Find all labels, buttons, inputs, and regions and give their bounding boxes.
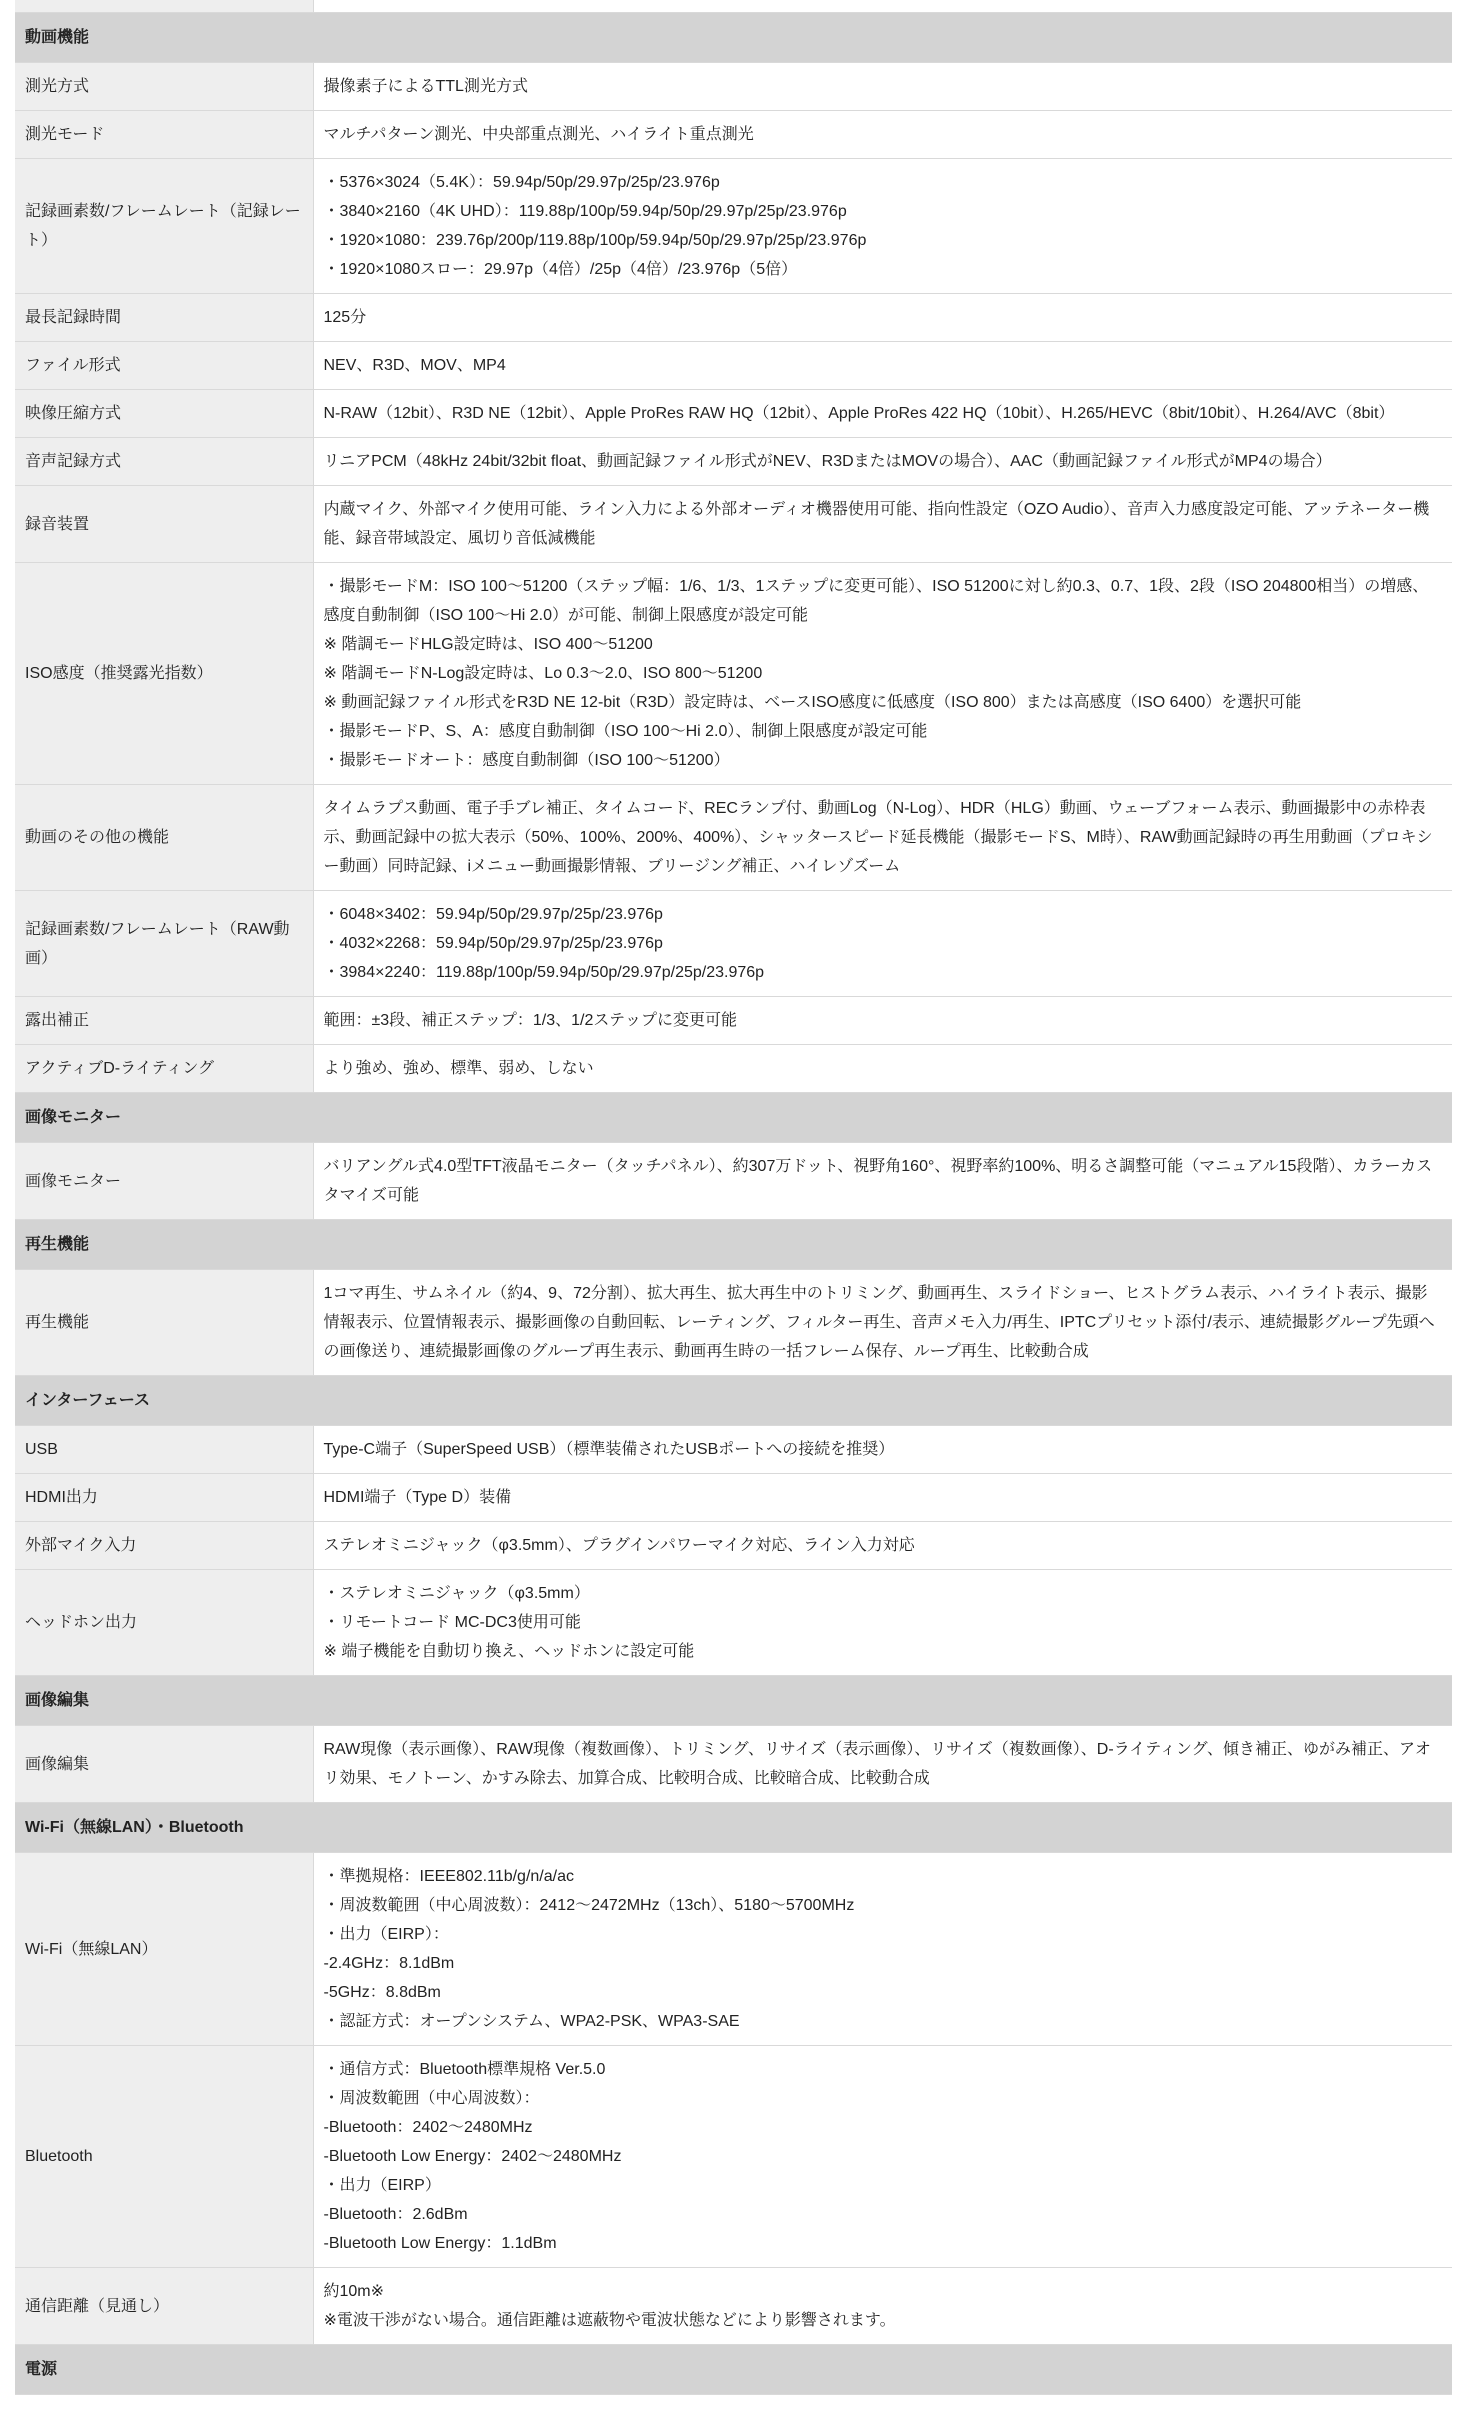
spec-value (313, 63, 1452, 111)
spec-value (313, 1570, 1452, 1676)
section-header-row (15, 1376, 1452, 1426)
spec-value-line: -Bluetooth Low Energy：1.1dBm (323, 2235, 557, 2252)
spec-value-line: ・撮影モードM：ISO 100〜51200（ステップ幅：1/6、1/3、1ステップに変更可能）、ISO 51200に対し約0.3、0.7、1段、2段（ISO 204800相当）の増感、感度自動制御（ISO 100〜Hi 2.0）が可能、制御上限感度が設定可能 (323, 578, 1429, 624)
spec-row (15, 1426, 1452, 1474)
spec-value (313, 111, 1452, 159)
section-title: Wi-Fi（無線LAN）・Bluetooth (15, 1803, 1452, 1853)
spec-label: USB (15, 1426, 313, 1474)
spec-value-line: -Bluetooth：2402〜2480MHz (323, 2119, 533, 2136)
spec-value-line: NEV、R3D、MOV、MP4 (323, 357, 506, 374)
spec-label: HDMI出力 (15, 1474, 313, 1522)
spec-value-line: Type-C端子（SuperSpeed USB）（標準装備されたUSBポートへの接続を推奨） (323, 1441, 895, 1458)
spec-label: 再生機能 (15, 1270, 313, 1376)
spec-value-line: ・撮影モードオート：感度自動制御（ISO 100〜51200） (323, 752, 730, 769)
spec-value-line: ・周波数範囲（中心周波数）：2412〜2472MHz（13ch）、5180〜5700MHz (323, 1897, 855, 1914)
spec-label: ファイル形式 (15, 342, 313, 390)
section-title: 画像編集 (15, 1676, 1452, 1726)
spec-value (313, 390, 1452, 438)
spec-value-line: ・5376×3024（5.4K）：59.94p/50p/29.97p/25p/23.976p (323, 174, 720, 191)
spec-row (15, 785, 1452, 891)
spec-value-line: タイムラプス動画、電子手ブレ補正、タイムコード、RECランプ付、動画Log（N-Log）、HDR（HLG）動画、ウェーブフォーム表示、動画撮影中の赤枠表示、動画記録中の拡大表示（50%、100%、200%、400%）、シャッタースピード延長機能（撮影モードS、M時）、RAW動画記録時の再生用動画（プロキシー動画）同時記録、iメニュー動画撮影情報、ブリージング補正、ハイレゾズーム (323, 800, 1433, 875)
spec-row (15, 1726, 1452, 1803)
section-header-row (15, 13, 1452, 63)
spec-row (15, 563, 1452, 785)
spec-value-line: ※ 階調モードHLG設定時は、ISO 400〜51200 (323, 636, 653, 653)
spec-table (15, 12, 1452, 2395)
spec-label: 最長記録時間 (15, 294, 313, 342)
spec-label: 測光方式 (15, 63, 313, 111)
spec-value-line: ※ 端子機能を自動切り換え、ヘッドホンに設定可能 (323, 1643, 695, 1660)
spec-row (15, 438, 1452, 486)
spec-label: Wi-Fi（無線LAN） (15, 1853, 313, 2046)
spec-value (313, 1853, 1452, 2046)
spec-row (15, 159, 1452, 294)
spec-label: ヘッドホン出力 (15, 1570, 313, 1676)
spec-value-line: 内蔵マイク、外部マイク使用可能、ライン入力による外部オーディオ機器使用可能、指向性設定（OZO Audio）、音声入力感度設定可能、アッテネーター機能、録音帯域設定、風切り音低減機能 (323, 501, 1430, 547)
spec-row (15, 891, 1452, 997)
spec-value (313, 1143, 1452, 1220)
spec-value (313, 891, 1452, 997)
spec-value-line: 約10m※ (323, 2283, 385, 2300)
spec-value-line: ※ 動画記録ファイル形式をR3D NE 12-bit（R3D）設定時は、ベースISO感度に低感度（ISO 800）または高感度（ISO 6400）を選択可能 (323, 694, 1302, 711)
spec-value (313, 1726, 1452, 1803)
spec-value-line: ※ 階調モードN-Log設定時は、Lo 0.3〜2.0、ISO 800〜51200 (323, 665, 763, 682)
spec-row (15, 1474, 1452, 1522)
spec-value-line: 125分 (323, 309, 367, 326)
spec-value (313, 294, 1452, 342)
spec-row (15, 1143, 1452, 1220)
spec-row (15, 390, 1452, 438)
spec-value (313, 997, 1452, 1045)
spec-value-line: ・1920×1080：239.76p/200p/119.88p/100p/59.94p/50p/29.97p/25p/23.976p (323, 232, 867, 249)
spec-label: 記録画素数/フレームレート（記録レート） (15, 159, 313, 294)
spec-value-line: -2.4GHz：8.1dBm (323, 1955, 455, 1972)
spec-value-line: ・通信方式：Bluetooth標準規格 Ver.5.0 (323, 2061, 606, 2078)
spec-value-line: マルチパターン測光、中央部重点測光、ハイライト重点測光 (323, 126, 754, 143)
spec-value (313, 159, 1452, 294)
spec-value-line: ・リモートコード MC-DC3使用可能 (323, 1614, 581, 1631)
spec-value (313, 1045, 1452, 1093)
spec-value (313, 1474, 1452, 1522)
spec-value-line: ・周波数範囲（中心周波数）： (323, 2090, 540, 2107)
spec-label: 録音装置 (15, 486, 313, 563)
spec-row (15, 2046, 1452, 2268)
spec-value-line: ・出力（EIRP） (323, 2177, 441, 2194)
spec-row (15, 111, 1452, 159)
section-title: 画像モニター (15, 1093, 1452, 1143)
spec-value-line: ・出力（EIRP）： (323, 1926, 449, 1943)
spec-value-line: 撮像素子によるTTL測光方式 (323, 78, 528, 95)
spec-row (15, 63, 1452, 111)
spec-row (15, 342, 1452, 390)
section-title: 動画機能 (15, 13, 1452, 63)
spec-row (15, 1045, 1452, 1093)
spec-value-line: ・撮影モードP、S、A：感度自動制御（ISO 100〜Hi 2.0）、制御上限感度が設定可能 (323, 723, 928, 740)
spec-row (15, 1570, 1452, 1676)
spec-value-line: 1コマ再生、サムネイル（約4、9、72分割）、拡大再生、拡大再生中のトリミング、動画再生、スライドショー、ヒストグラム表示、ハイライト表示、撮影情報表示、位置情報表示、撮影画像の自動回転、レーティング、フィルター再生、音声メモ入力/再生、IPTCプリセット添付/表示、連続撮影グループ先頭への画像送り、連続撮影画像のグループ再生表示、動画再生時の一括フレーム保存、ループ再生、比較動合成 (323, 1285, 1435, 1360)
spec-value-line: N-RAW（12bit）、R3D NE（12bit）、Apple ProRes RAW HQ（12bit）、Apple ProRes 422 HQ（10bit）、H.265/HEVC（8bit/10bit）、H.264/AVC（8bit） (323, 405, 1395, 422)
spec-label: 測光モード (15, 111, 313, 159)
spec-value-line: 範囲：±3段、補正ステップ：1/3、1/2ステップに変更可能 (323, 1012, 738, 1029)
spec-label: 記録画素数/フレームレート（RAW動画） (15, 891, 313, 997)
spec-label: 映像圧縮方式 (15, 390, 313, 438)
section-header-row (15, 2345, 1452, 2395)
spec-value-line: HDMI端子（Type D）装備 (323, 1489, 512, 1506)
spec-value-line: より強め、強め、標準、弱め、しない (323, 1060, 594, 1077)
spec-value-line: RAW現像（表示画像）、RAW現像（複数画像）、トリミング、リサイズ（表示画像）、リサイズ（複数画像）、D-ライティング、傾き補正、ゆがみ補正、アオリ効果、モノトーン、かすみ除去、加算合成、比較明合成、比較暗合成、比較動合成 (323, 1741, 1431, 1787)
section-title: インターフェース (15, 1376, 1452, 1426)
spec-label: 画像モニター (15, 1143, 313, 1220)
spec-value (313, 438, 1452, 486)
spec-value-line: -Bluetooth：2.6dBm (323, 2206, 468, 2223)
spec-row (15, 1853, 1452, 2046)
spec-value-line: ・ステレオミニジャック（φ3.5mm） (323, 1585, 590, 1602)
spec-value-line: ・4032×2268：59.94p/50p/29.97p/25p/23.976p (323, 935, 663, 952)
spec-value-line: ※電波干渉がない場合。通信距離は遮蔽物や電波状態などにより影響されます。 (323, 2312, 896, 2329)
spec-row (15, 2268, 1452, 2345)
spec-value-line: ・3840×2160（4K UHD）：119.88p/100p/59.94p/50p/29.97p/25p/23.976p (323, 203, 847, 220)
spec-row (15, 294, 1452, 342)
spec-value-line: -Bluetooth Low Energy：2402〜2480MHz (323, 2148, 622, 2165)
spec-label: ISO感度（推奨露光指数） (15, 563, 313, 785)
spec-value (313, 1522, 1452, 1570)
section-title: 再生機能 (15, 1220, 1452, 1270)
spec-label: アクティブD-ライティング (15, 1045, 313, 1093)
spec-row (15, 997, 1452, 1045)
section-header-row (15, 1803, 1452, 1853)
spec-row (15, 1270, 1452, 1376)
spec-value-line: ・3984×2240：119.88p/100p/59.94p/50p/29.97p/25p/23.976p (323, 964, 765, 981)
section-title: 電源 (15, 2345, 1452, 2395)
spec-label: 音声記録方式 (15, 438, 313, 486)
spec-value (313, 785, 1452, 891)
spec-label: 画像編集 (15, 1726, 313, 1803)
spec-label: 露出補正 (15, 997, 313, 1045)
section-header-row (15, 1093, 1452, 1143)
spec-label: 動画のその他の機能 (15, 785, 313, 891)
spec-row (15, 1522, 1452, 1570)
section-header-row (15, 1676, 1452, 1726)
spec-value-line: ・認証方式：オープンシステム、WPA2-PSK、WPA3-SAE (323, 2013, 740, 2030)
spec-label: 通信距離（見通し） (15, 2268, 313, 2345)
spec-value (313, 486, 1452, 563)
spec-value (313, 1426, 1452, 1474)
spec-value-line: ステレオミニジャック（φ3.5mm）、プラグインパワーマイク対応、ライン入力対応 (323, 1537, 915, 1554)
spec-value-line: リニアPCM（48kHz 24bit/32bit float、動画記録ファイル形式がNEV、R3DまたはMOVの場合）、AAC（動画記録ファイル形式がMP4の場合） (323, 453, 1332, 470)
spec-value (313, 342, 1452, 390)
spec-value (313, 2046, 1452, 2268)
spec-row (15, 486, 1452, 563)
spec-value (313, 563, 1452, 785)
spec-value-line: バリアングル式4.0型TFT液晶モニター（タッチパネル）、約307万ドット、視野角160°、視野率約100%、明るさ調整可能（マニュアル15段階）、カラーカスタマイズ可能 (323, 1158, 1433, 1204)
spec-value (313, 2268, 1452, 2345)
spec-value-line: ・1920×1080スロー：29.97p（4倍）/25p（4倍）/23.976p（5倍） (323, 261, 798, 278)
spec-value-line: ・準拠規格：IEEE802.11b/g/n/a/ac (323, 1868, 574, 1885)
spec-table-body (15, 13, 1452, 2395)
spec-label: 外部マイク入力 (15, 1522, 313, 1570)
previous-row-label-cell (15, 0, 314, 12)
spec-value-line: ・6048×3402：59.94p/50p/29.97p/25p/23.976p (323, 906, 663, 923)
section-header-row (15, 1220, 1452, 1270)
spec-value-line: -5GHz：8.8dBm (323, 1984, 441, 2001)
spec-value (313, 1270, 1452, 1376)
spec-label: Bluetooth (15, 2046, 313, 2268)
